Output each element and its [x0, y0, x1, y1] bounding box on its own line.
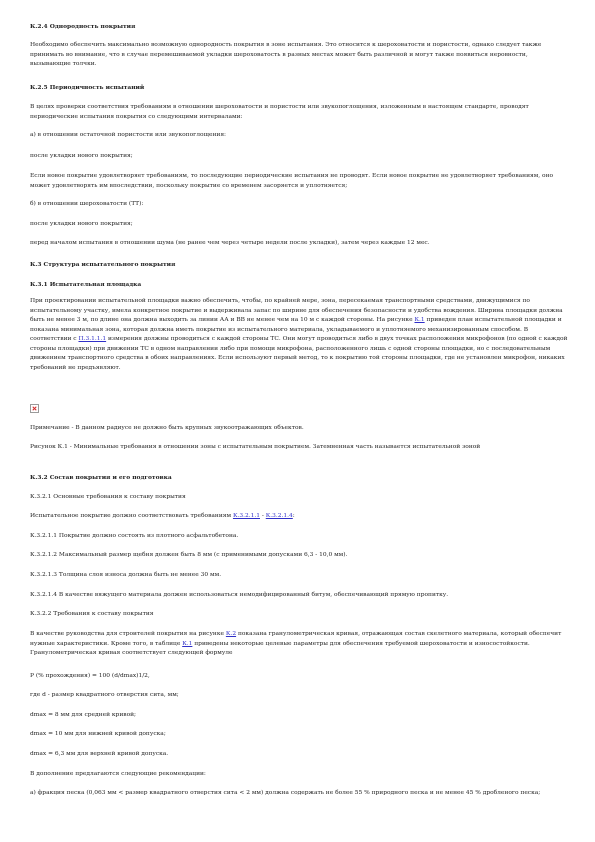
paragraph: К.3.2.2 Требования к составу покрытия	[30, 611, 154, 617]
paragraph: dmax = 6,3 мм для верхней кривой допуска.	[30, 751, 169, 757]
paragraph: dmax = 8 мм для средней кривой;	[30, 712, 137, 718]
section-heading: К.3.2 Состав покрытия и его подготовка	[30, 474, 172, 481]
paragraph	[30, 297, 570, 373]
text-run: При проектировании испытательной площадки важно обеспечить, чтобы, по крайней мере, зона, пересекаемая транспортными средствами, движущимися по испытательному участку, имела конкретное покрытие и выдерживала запас по ширине для обеспечения безопасности и удобства вождения. Ширина площадки должна быть не менее 3 м, по длине она должна выходить за линии АА и ВВ не менее чем на 10 м с каждой стороны. На рисунке	[30, 298, 563, 323]
section-heading: К.2.4 Однородность покрытия	[30, 23, 136, 30]
paragraph	[30, 512, 570, 522]
paragraph: а) фракция песка (0,063 мм < размер квадратного отверстия сита < 2 мм) должна содержать не более 55 % природного песка и не менее 45 % дробленого песка;	[30, 790, 541, 796]
section-heading: К.3.1 Испытательная площадка	[30, 281, 142, 288]
paragraph: К.3.2.1.4 В качестве вяжущего материала должен использоваться немодифицированный битум, обеспечивающий прямую пропитку.	[30, 592, 449, 598]
text-run: приведены некоторые целевые параметры для обеспечения требуемой шероховатости и износостойкости. Гранулометрическая кривая соответствует следующей формуле	[30, 640, 530, 656]
paragraph: б) в отношении шероховатости (ТТ):	[30, 201, 144, 207]
formula: P (% прохождения) = 100 (d/dmax)1/2,	[30, 673, 150, 679]
paragraph: где d - размер квадратного отверстия сита, мм;	[30, 692, 179, 698]
text-run: приведен план испытательной площадки и показана минимальная зона, которая должна иметь покрытие из испытательного материала, укладываемого и уплотняемого механизированным способом. В соответствии с	[30, 317, 562, 342]
broken-image-icon	[30, 404, 39, 413]
figure-note: Примечание - В данном радиусе не должно быть крупных звукоотражающих объектов.	[30, 425, 304, 431]
figure-link[interactable]: К.1	[414, 317, 425, 323]
paragraph: К.3.2.1 Основные требования к составу покрытия	[30, 494, 186, 500]
section-heading: К.2.5 Периодичность испытаний	[30, 84, 145, 91]
text-run: Испытательное покрытие должно соответствовать требованиям	[30, 513, 233, 519]
paragraph: а) в отношении остаточной пористости или звукопоглощения:	[30, 132, 227, 138]
clause-link[interactable]: П.3.1.1.1	[78, 336, 107, 342]
section-heading: К.3 Структура испытательного покрытия	[30, 261, 176, 268]
table-link[interactable]: К.1	[182, 640, 193, 647]
paragraph: В дополнение предлагаются следующие рекомендации:	[30, 771, 206, 777]
paragraph: dmax = 10 мм для нижней кривой допуска;	[30, 731, 166, 737]
text-run: :	[292, 513, 295, 519]
paragraph: К.3.2.1.1 Покрытие должно состоять из плотного асфальтобетона.	[30, 533, 239, 539]
text-run: измерения должны проводиться с каждой стороны ТС. Они могут проводиться либо в двух точках расположения микрофонов (по одной с каждой стороны площадки) при движении ТС в одном направлении либо при помощи микрофона, расположенного лишь с одной стороны площадки, но с последовательным движением транспортного средства в обоих направлениях. Если используют первый метод, то к покрытию той стороны площадки, где не установлен микрофон, никаких требований не предъявляют.	[30, 336, 568, 371]
paragraph: В целях проверки соответствия требованиям в отношении шероховатости и пористости или звукопоглощения, изложенным в настоящем стандарте, проводят периодические испытания покрытия со следующими интервалами:	[30, 104, 529, 120]
clause-link[interactable]: К.3.2.1.1	[232, 513, 260, 519]
text-run: показана гранулометрическая кривая, отражающая состав скелетного материала, который обеспечит нужные характеристики. Кроме того, в таблице	[30, 631, 562, 647]
paragraph: Если новое покрытие удовлетворяет требованиям, то последующие периодические испытания не проводят. Если новое покрытие не удовлетворяет требованиям, оно может удовлетворять им впоследствии, поскольку покрытие со временем засоряется и уплотняется;	[30, 173, 554, 189]
paragraph: К.3.2.1.2 Максимальный размер щебня должен быть 8 мм (с применимыми допусками 6,3 - 10,0 мм).	[30, 552, 348, 558]
clause-link[interactable]: К.3.2.1.4	[265, 513, 293, 519]
paragraph: К.3.2.1.3 Толщина слоя износа должна быть не менее 30 мм.	[30, 572, 222, 578]
paragraph: после укладки нового покрытия;	[30, 221, 133, 227]
paragraph: перед началом испытания в отношении шума (не ранее чем через четыре недели после укладки), затем через каждые 12 мес.	[30, 240, 430, 246]
text-run: В качестве руководства для строителей покрытия на рисунке	[30, 631, 226, 637]
figure-caption: Рисунок К.1 - Минимальные требования в отношении зоны с испытательным покрытием. Затемненная часть называется испытательной зоной	[30, 444, 481, 450]
paragraph: Необходимо обеспечить максимально возможную однородность покрытия в зоне испытания. Это относится к шероховатости и пористости, однако следует также принимать во внимание, что в случае перемешиваемой укладки шероховатость в разных местах может быть различной и могут также появиться неровности, вызывающие толчки.	[30, 42, 542, 67]
paragraph: после укладки нового покрытия;	[30, 153, 133, 159]
figure-link[interactable]: К.2	[225, 631, 237, 637]
text-run: -	[260, 513, 266, 519]
paragraph	[30, 630, 570, 659]
